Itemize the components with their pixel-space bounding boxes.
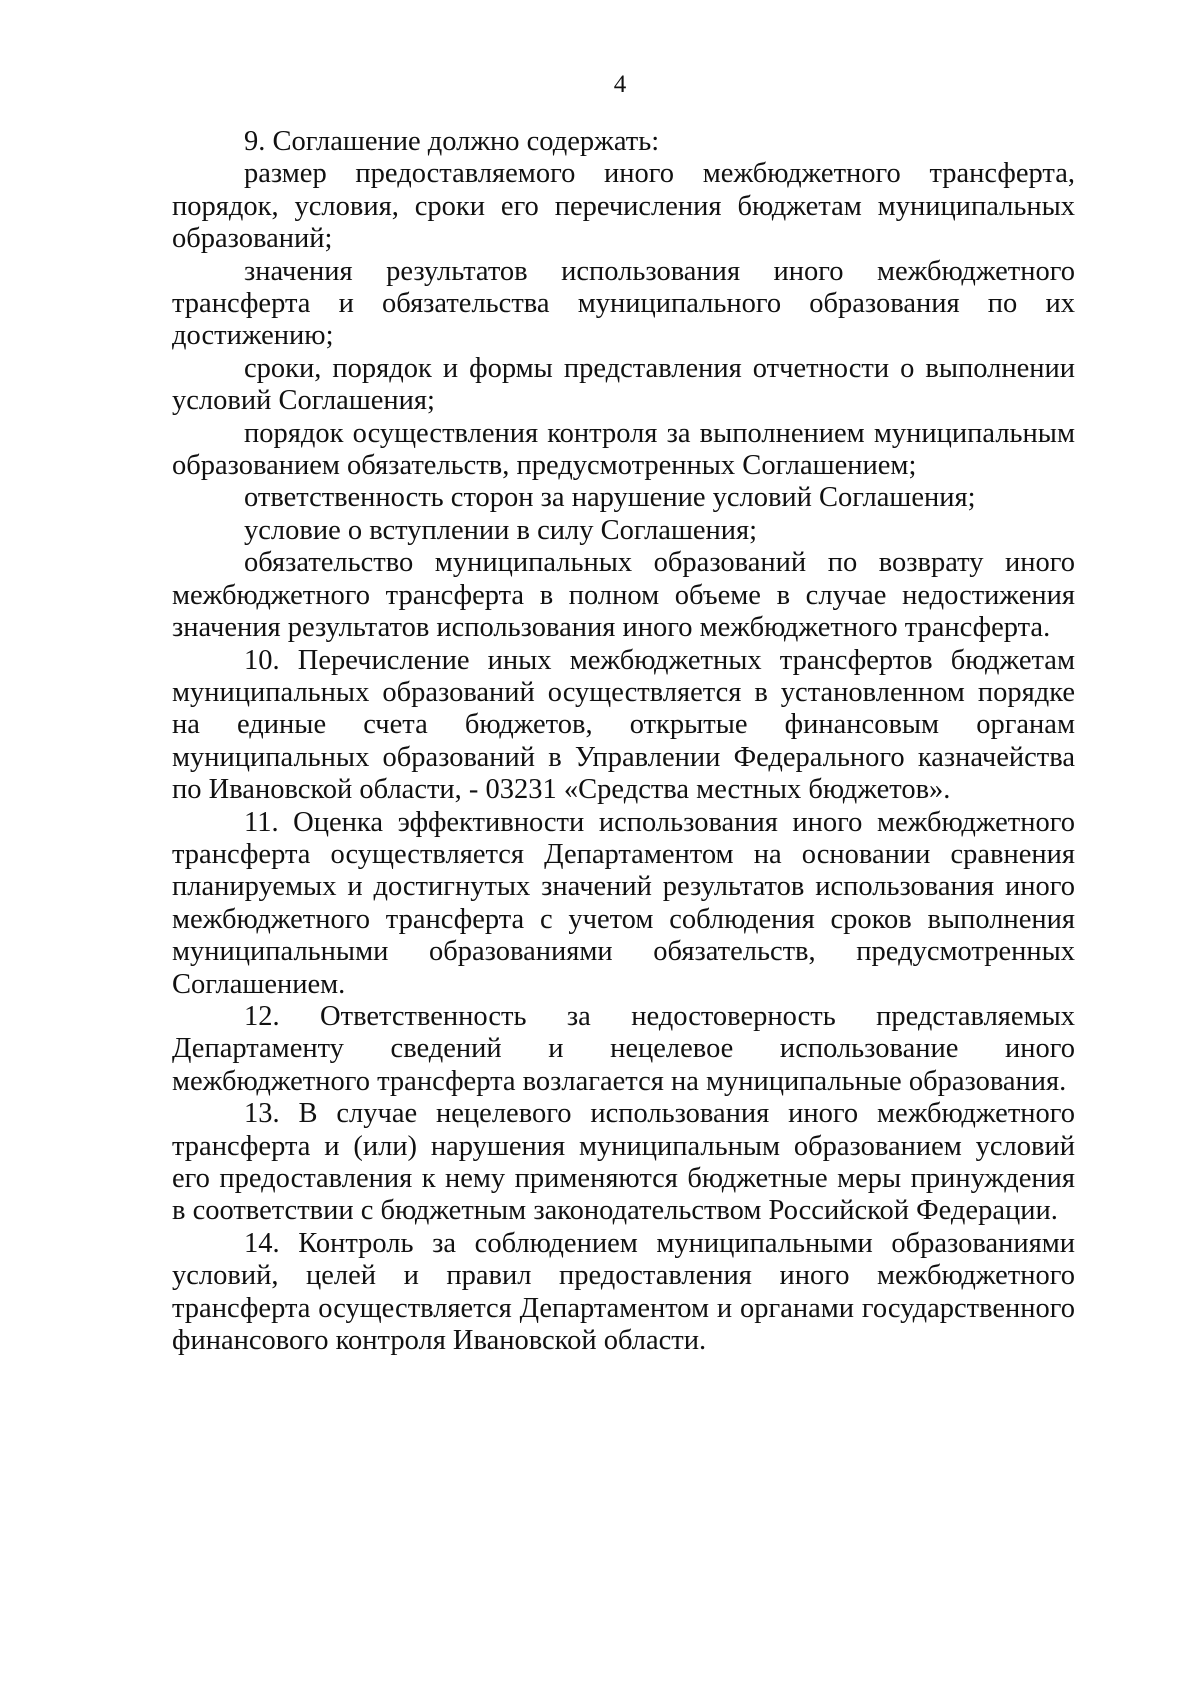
paragraph-entry-into-force: условие о вступлении в силу Соглашения; <box>244 514 758 546</box>
paragraph-item-9-heading: 9. Соглашение должно содержать: <box>244 126 660 157</box>
page-number: 4 <box>613 71 627 98</box>
paragraph-reporting: сроки, порядок и формы представления отчетности о выполнении условий Соглашения; <box>172 352 1075 417</box>
paragraph-item-10: 10. Перечисление иных межбюджетных трансфертов бюджетам муниципальных образований осуществляется в установленном порядке на единые счета бюджетов, открытые финансовым органам муниципальных образований в Управлении Федерального казначейства по Ивановской области, - 03231 «Средства местных бюджетов». <box>172 644 1075 806</box>
paragraph-item-14: 14. Контроль за соблюдением муниципальными образованиями условий, целей и правил предоставления иного межбюджетного трансферта осуществляется Департаментом и органами государственного финансового контроля Ивановской области. <box>172 1227 1075 1357</box>
paragraph-item-12: 12. Ответственность за недостоверность представляемых Департаменту сведений и нецелевое использование иного межбюджетного трансферта возлагается на муниципальные образования. <box>172 1000 1075 1097</box>
paragraph-transfer-size: размер предоставляемого иного межбюджетного трансферта, порядок, условия, сроки его перечисления бюджетам муниципальных образований; <box>172 158 1075 255</box>
paragraph-item-13: 13. В случае нецелевого использования иного межбюджетного трансферта и (или) нарушения муниципальным образованием условий его предоставления к нему применяются бюджетные меры принуждения в соответствии с бюджетным законодательством Российской Федерации. <box>172 1098 1075 1227</box>
paragraph-responsibility: ответственность сторон за нарушение условий Соглашения; <box>244 482 976 514</box>
paragraph-refund-obligation: обязательство муниципальных образований по возврату иного межбюджетного трансферта в полном объеме в случае недостижения значения результатов использования иного межбюджетного трансферта. <box>172 547 1075 644</box>
paragraph-item-11: 11. Оценка эффективности использования иного межбюджетного трансферта осуществляется Департаментом на основании сравнения планируемых и достигнутых значений результатов использования иного межбюджетного трансферта с учетом соблюдения сроков выполнения муниципальными образованиями обязательств, предусмотренных Соглашением. <box>172 806 1075 1000</box>
paragraph-control-procedure: порядок осуществления контроля за выполнением муниципальным образованием обязательств, предусмотренных Соглашением; <box>172 417 1075 482</box>
paragraph-result-values: значения результатов использования иного межбюджетного трансферта и обязательства муниципального образования по их достижению; <box>172 255 1075 352</box>
document-body <box>172 126 1075 1357</box>
